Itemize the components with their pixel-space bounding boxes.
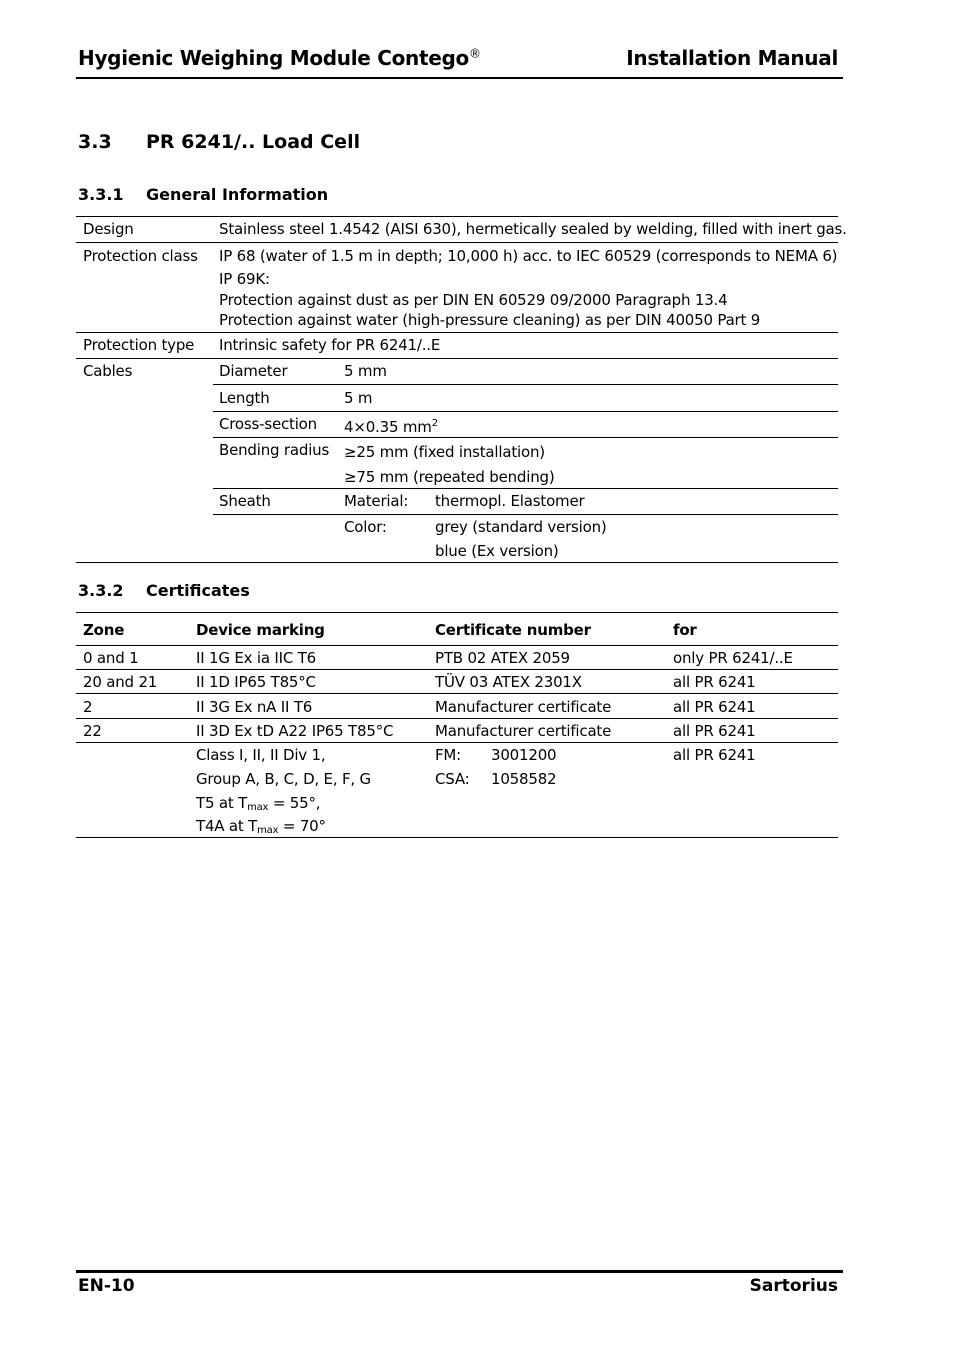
- diameter-label: Diameter: [219, 362, 288, 380]
- bending-radius-repeated: ≥75 mm (repeated bending): [344, 468, 555, 486]
- page-number: EN-10: [78, 1276, 135, 1296]
- for-cell: all PR 6241: [673, 673, 756, 691]
- certificate-cell: Manufacturer certificate: [435, 698, 612, 716]
- cross-section-label: Cross-section: [219, 415, 317, 433]
- color-value: blue (Ex version): [435, 542, 559, 560]
- table-rule: [76, 669, 838, 670]
- csa-label: CSA:: [435, 770, 470, 788]
- certificates-heading: 3.3.2 Certificates: [78, 581, 250, 600]
- design-value: Stainless steel 1.4542 (AISI 630), hermetically sealed by welding, filled with inert gas.: [219, 220, 847, 238]
- table-rule: [213, 514, 838, 515]
- marking-cell: T4A at $T_{max} = 70^\circ$: [196, 817, 326, 836]
- table-rule: [76, 837, 838, 838]
- color-value: grey (standard version): [435, 518, 607, 536]
- column-header-for: for: [673, 621, 697, 639]
- column-header-marking: Device marking: [196, 621, 325, 639]
- table-rule: [76, 216, 838, 217]
- diameter-value: 5 mm: [344, 362, 387, 380]
- protection-type-value: Intrinsic safety for PR 6241/..E: [219, 336, 441, 354]
- material-value: thermopl. Elastomer: [435, 492, 585, 510]
- for-cell: only PR 6241/..E: [673, 649, 793, 667]
- document-title: Hygienic Weighing Module Contego®: [78, 46, 481, 70]
- section-heading: 3.3 PR 6241/.. Load Cell: [78, 131, 361, 153]
- csa-value: 1058582: [491, 770, 557, 788]
- column-header-certificate: Certificate number: [435, 621, 591, 639]
- for-cell: all PR 6241: [673, 698, 756, 716]
- footer-rule: [76, 1270, 843, 1273]
- table-rule: [213, 437, 838, 438]
- general-info-heading: 3.3.1 General Information: [78, 185, 329, 204]
- marking-cell: II 3G Ex nA II T6: [196, 698, 313, 716]
- certificate-cell: Manufacturer certificate: [435, 722, 612, 740]
- table-rule: [213, 411, 838, 412]
- table-rule: [76, 358, 838, 359]
- protection-class-line: Protection against water (high-pressure cleaning) as per DIN 40050 Part 9: [219, 311, 761, 329]
- protection-class-label: Protection class: [83, 247, 198, 265]
- cables-label: Cables: [83, 362, 133, 380]
- material-label: Material:: [344, 492, 409, 510]
- fm-label: FM:: [435, 746, 462, 764]
- certificate-cell: TÜV 03 ATEX 2301X: [435, 673, 582, 691]
- marking-cell: T5 at $T_{max} = 55^\circ$,: [196, 794, 321, 813]
- column-header-zone: Zone: [83, 621, 125, 639]
- marking-cell: II 1D IP65 T85°C: [196, 673, 316, 691]
- table-rule: [76, 645, 838, 646]
- protection-class-line: IP 68 (water of 1.5 m in depth; 10,000 h) acc. to IEC 60529 (corresponds to NEMA 6): [219, 247, 838, 265]
- table-rule: [76, 718, 838, 719]
- table-rule: [213, 384, 838, 385]
- table-rule: [76, 332, 838, 333]
- table-rule: [76, 562, 838, 563]
- table-rule: [213, 488, 838, 489]
- header-rule: [76, 77, 843, 79]
- table-rule: [76, 742, 838, 743]
- design-label: Design: [83, 220, 134, 238]
- table-rule: [76, 693, 838, 694]
- brand-name: Sartorius: [749, 1276, 838, 1296]
- marking-cell: II 3D Ex tD A22 IP65 T85°C: [196, 722, 394, 740]
- table-rule: [76, 612, 838, 613]
- table-rule: [76, 242, 838, 243]
- protection-class-line: IP 69K:: [219, 270, 270, 288]
- zone-cell: 22: [83, 722, 102, 740]
- marking-cell: II 1G Ex ia IIC T6: [196, 649, 316, 667]
- for-cell: all PR 6241: [673, 722, 756, 740]
- fm-value: 3001200: [491, 746, 557, 764]
- bending-radius-label: Bending radius: [219, 441, 330, 459]
- length-label: Length: [219, 389, 270, 407]
- marking-cell: Group A, B, C, D, E, F, G: [196, 770, 371, 788]
- bending-radius-fixed: ≥25 mm (fixed installation): [344, 443, 545, 461]
- certificate-cell: PTB 02 ATEX 2059: [435, 649, 570, 667]
- manual-title: Installation Manual: [626, 46, 838, 70]
- zone-cell: 20 and 21: [83, 673, 158, 691]
- marking-cell: Class I, II, II Div 1,: [196, 746, 326, 764]
- protection-class-line: Protection against dust as per DIN EN 60529 09/2000 Paragraph 13.4: [219, 291, 728, 309]
- sheath-label: Sheath: [219, 492, 271, 510]
- cross-section-value: 4×0.35 $mm^2$: [344, 418, 438, 436]
- zone-cell: 2: [83, 698, 93, 716]
- zone-cell: 0 and 1: [83, 649, 139, 667]
- length-value: 5 m: [344, 389, 373, 407]
- for-cell: all PR 6241: [673, 746, 756, 764]
- protection-type-label: Protection type: [83, 336, 195, 354]
- color-label: Color:: [344, 518, 387, 536]
